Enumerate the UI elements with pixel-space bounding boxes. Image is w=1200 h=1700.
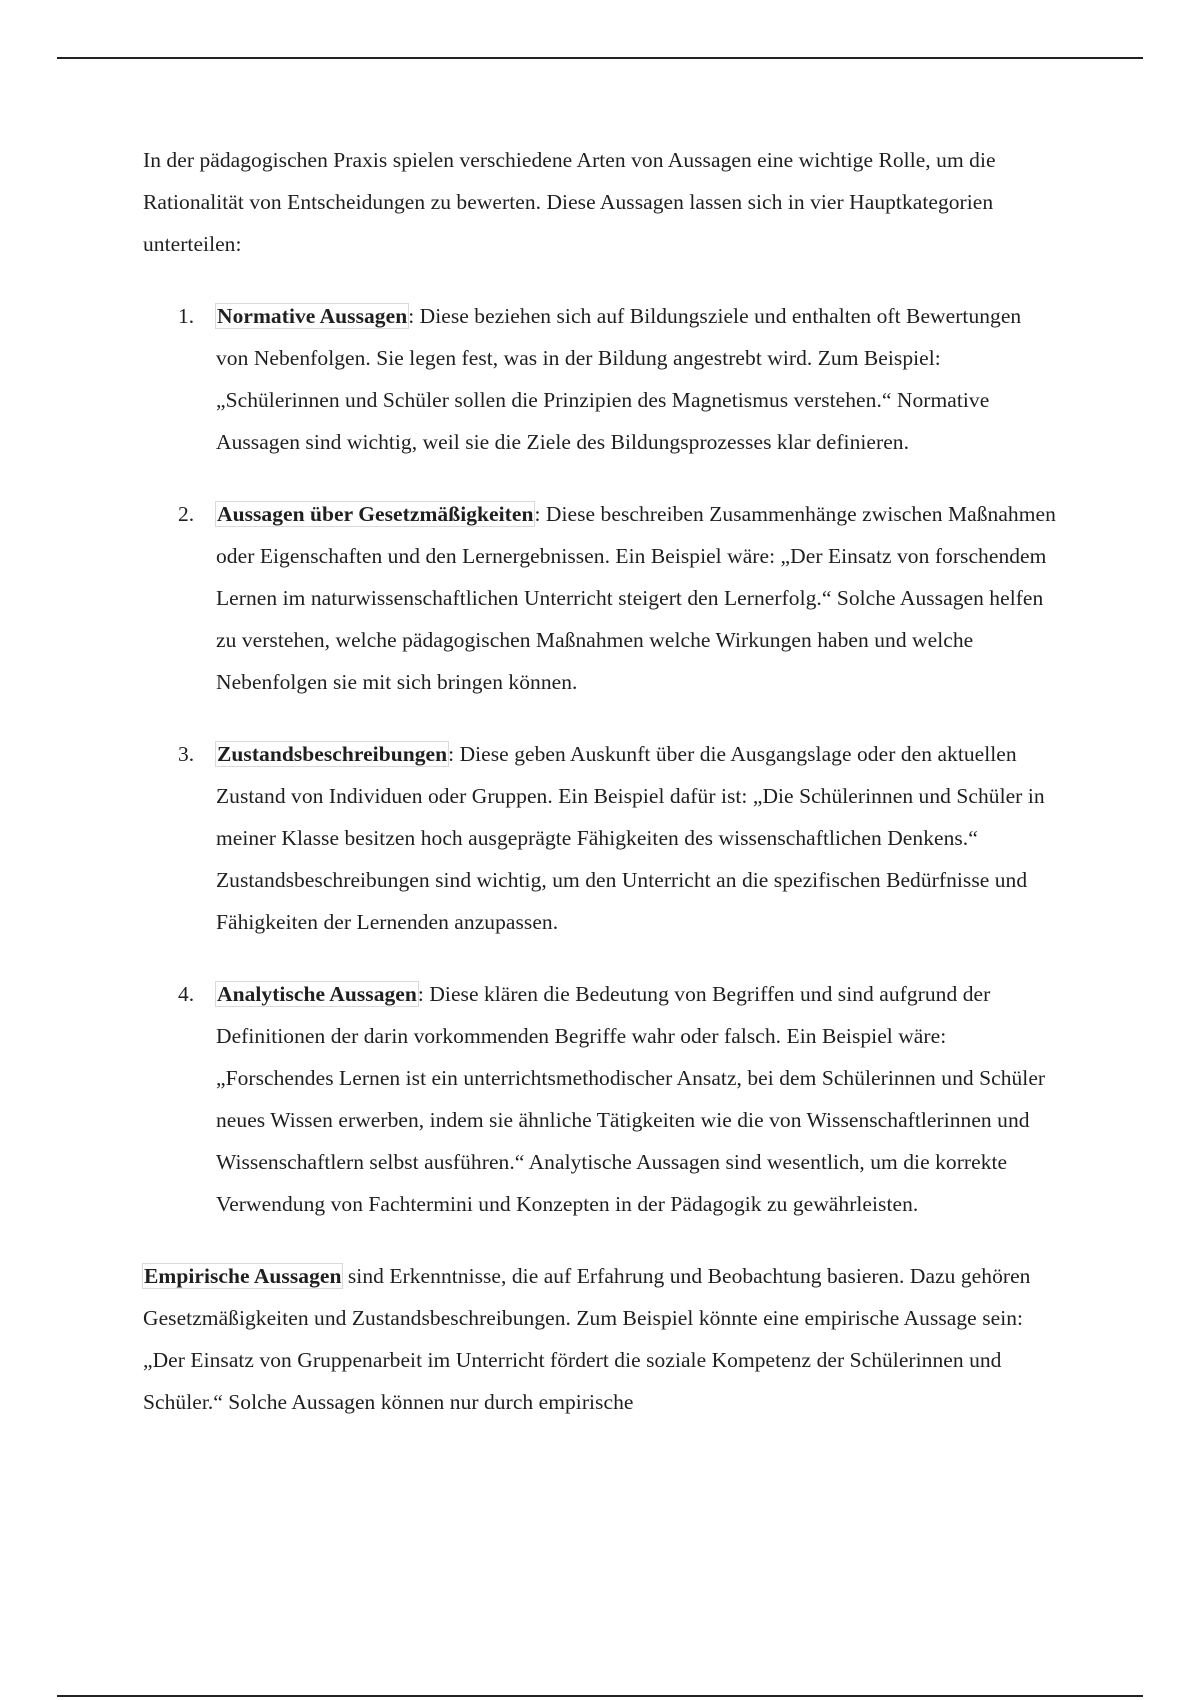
term-empirische-aussagen: Empirische Aussagen [144, 1264, 342, 1288]
term-zustandsbeschreibungen: Zustandsbeschreibungen [217, 742, 448, 766]
term-aussagen-ueber-gesetzmaessigkeiten: Aussagen über Gesetzmäßigkeiten [217, 502, 534, 526]
list-number: 3. [178, 742, 195, 766]
item-text: : Diese geben Auskunft über die Ausgangslage oder den aktuellen Zustand von Individuen oder Gruppen. Ein Beispiel dafür ist: „Die Schülerinnen und Schüler in meiner Klasse besitzen hoch ausgeprägte Fähigkeiten des wissenschaftlichen Denkens.“ Zustandsbeschreibungen sind wichtig, um den Unterricht an die spezifischen Bedürfnisse und Fähigkeiten der Lernenden anzupassen. [216, 742, 1045, 934]
list-number: 2. [178, 502, 195, 526]
empirical-paragraph [143, 1255, 1058, 1423]
term-normative-aussagen: Normative Aussagen [217, 304, 408, 328]
list-item [178, 493, 1058, 703]
item-text: : Diese beschreiben Zusammenhänge zwischen Maßnahmen oder Eigenschaften und den Lernergebnissen. Ein Beispiel wäre: „Der Einsatz von forschendem Lernen im naturwissenschaftlichen Unterricht steigert den Lernerfolg.“ Solche Aussagen helfen zu verstehen, welche pädagogischen Maßnahmen welche Wirkungen haben und welche Nebenfolgen sie mit sich bringen können. [216, 502, 1056, 694]
top-rule [57, 57, 1143, 59]
list-number: 4. [178, 982, 195, 1006]
item-text: : Diese klären die Bedeutung von Begriffen und sind aufgrund der Definitionen der darin vorkommenden Begriffe wahr oder falsch. Ein Beispiel wäre: „Forschendes Lernen ist ein unterrichtsmethodischer Ansatz, bei dem Schülerinnen und Schüler neues Wissen erwerben, indem sie ähnliche Tätigkeiten wie die von Wissenschaftlerinnen und Wissenschaftlern selbst ausführen.“ Analytische Aussagen sind wesentlich, um die korrekte Verwendung von Fachtermini und Konzepten in der Pädagogik zu gewährleisten. [216, 982, 1046, 1216]
item-text: : Diese beziehen sich auf Bildungsziele und enthalten oft Bewertungen von Nebenfolgen. Sie legen fest, was in der Bildung angestrebt wird. Zum Beispiel: „Schülerinnen und Schüler sollen die Prinzipien des Magnetismus verstehen.“ Normative Aussagen sind wichtig, weil sie die Ziele des Bildungsprozesses klar definieren. [216, 304, 1022, 454]
list-number: 1. [178, 304, 195, 328]
statement-types-list [143, 295, 1058, 1225]
empirical-text: sind Erkenntnisse, die auf Erfahrung und Beobachtung basieren. Dazu gehören Gesetzmäßigkeiten und Zustandsbeschreibungen. Zum Beispiel könnte eine empirische Aussage sein: „Der Einsatz von Gruppenarbeit im Unterricht fördert die soziale Kompetenz der Schülerinnen und Schüler.“ Solche Aussagen können nur durch empirische [143, 1264, 1031, 1414]
list-item [178, 733, 1058, 943]
document-body [143, 139, 1058, 1423]
list-item [178, 973, 1058, 1225]
bottom-rule [57, 1695, 1143, 1697]
term-analytische-aussagen: Analytische Aussagen [217, 982, 417, 1006]
intro-paragraph: In der pädagogischen Praxis spielen verschiedene Arten von Aussagen eine wichtige Rolle, um die Rationalität von Entscheidungen zu bewerten. Diese Aussagen lassen sich in vier Hauptkategorien unterteilen: [143, 148, 996, 256]
list-item [178, 295, 1058, 463]
